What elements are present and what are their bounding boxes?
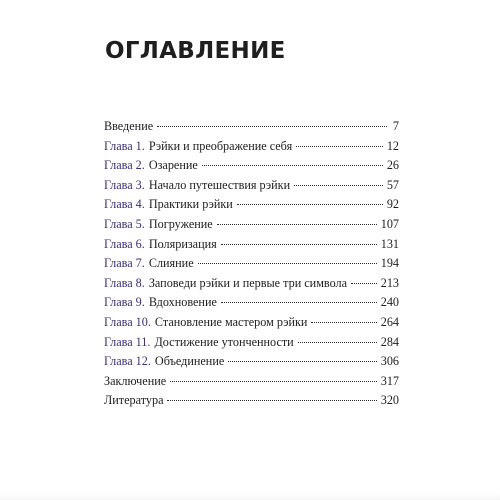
dot-leader [298, 342, 377, 343]
toc-entry [104, 215, 399, 235]
toc-entry [104, 137, 399, 157]
toc-entry [104, 333, 399, 353]
toc-entry-title: Практики рэйки [148, 197, 233, 212]
dot-leader [167, 400, 376, 401]
toc-entry-title: Заключение [104, 373, 167, 388]
toc-page-number: 107 [380, 216, 399, 231]
table-of-contents [104, 117, 399, 411]
toc-page-number: 12 [386, 138, 399, 153]
toc-entry-title: Погружение [148, 216, 213, 231]
toc-page-number: 7 [392, 119, 399, 133]
toc-chapter-label: Глава 2. [104, 158, 145, 173]
toc-entry-title: Вдохновение [148, 295, 217, 310]
toc-entry-title: Слияние [148, 256, 194, 271]
toc-page-number: 240 [380, 295, 399, 310]
page-title: ОГЛАВЛЕНИЕ [105, 38, 286, 64]
toc-chapter-label: Глава 6. [104, 236, 145, 251]
toc-entry [104, 156, 399, 176]
toc-entry-title: Поляризация [148, 236, 217, 251]
toc-page-number: 306 [380, 354, 399, 369]
toc-page-number: 213 [380, 275, 399, 290]
toc-entry-title: Объединение [154, 354, 225, 369]
toc-entry-title: Заповеди рэйки и первые три символа [148, 275, 347, 290]
toc-page-number: 57 [386, 177, 399, 192]
toc-page-number: 92 [386, 197, 399, 212]
toc-chapter-label: Глава 10. [104, 314, 151, 329]
toc-entry [104, 293, 399, 313]
toc-page-number: 194 [380, 256, 399, 271]
dot-leader [217, 224, 377, 225]
toc-entry [104, 313, 399, 333]
toc-chapter-label: Глава 3. [104, 177, 145, 192]
toc-chapter-label: Глава 8. [104, 275, 145, 290]
dot-leader [296, 146, 383, 147]
toc-page-number: 264 [380, 314, 399, 329]
dot-leader [170, 381, 377, 382]
toc-entry [104, 254, 399, 274]
dot-leader [157, 126, 387, 127]
toc-chapter-label: Глава 4. [104, 197, 145, 212]
toc-chapter-label: Глава 9. [104, 295, 145, 310]
toc-entry [104, 195, 399, 215]
toc-chapter-label: Глава 7. [104, 256, 145, 271]
toc-entry-title: Озарение [148, 158, 198, 173]
toc-page-number: 320 [380, 393, 399, 408]
toc-chapter-label: Глава 12. [104, 354, 151, 369]
toc-page-number: 131 [380, 236, 399, 251]
toc-chapter-label: Глава 11. [104, 334, 151, 349]
toc-entry-title: Становление мастером рэйки [154, 314, 308, 329]
toc-entry [104, 391, 399, 411]
dot-leader [351, 283, 377, 284]
toc-entry [104, 352, 399, 372]
toc-entry-title: Рэйки и преображение себя [148, 138, 293, 153]
toc-entry-title: Введение [104, 119, 154, 133]
toc-entry-title: Начало путешествия рэйки [148, 177, 291, 192]
toc-entry-title: Достижение утонченности [154, 334, 294, 349]
toc-page-number: 284 [380, 334, 399, 349]
dot-leader [221, 244, 377, 245]
toc-entry [104, 372, 399, 392]
toc-entry [104, 176, 399, 196]
dot-leader [228, 361, 376, 362]
toc-entry [104, 235, 399, 255]
dot-leader [311, 322, 376, 323]
toc-entry [104, 117, 399, 137]
dot-leader [221, 302, 377, 303]
toc-entry-title: Литература [104, 393, 164, 408]
dot-leader [198, 263, 377, 264]
toc-chapter-label: Глава 5. [104, 216, 145, 231]
toc-entry [104, 274, 399, 294]
toc-chapter-label: Глава 1. [104, 138, 145, 153]
dot-leader [294, 185, 383, 186]
toc-page-number: 26 [386, 158, 399, 173]
dot-leader [237, 204, 383, 205]
dot-leader [202, 165, 383, 166]
toc-page-number: 317 [380, 373, 399, 388]
